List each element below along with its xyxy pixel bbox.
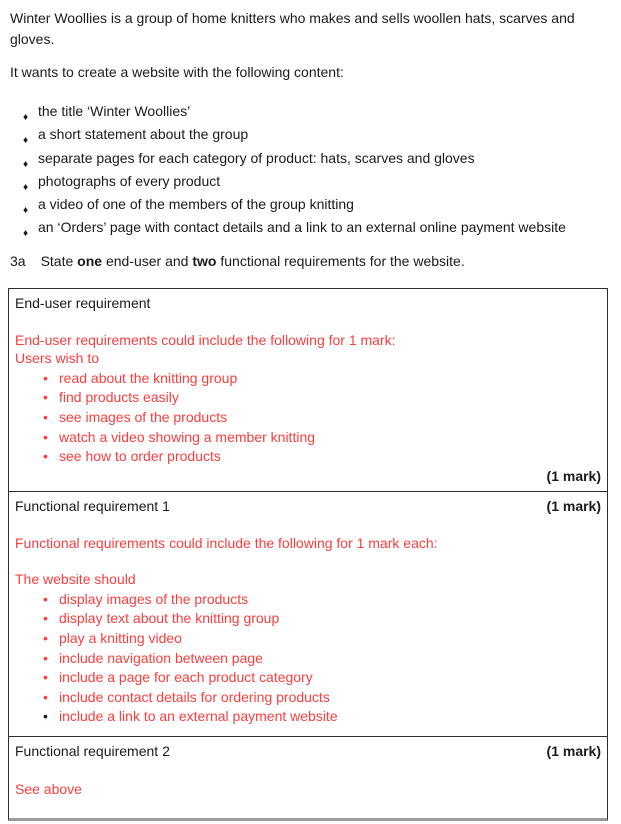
end-user-requirement-row — [9, 289, 607, 492]
row-header-label: Functional requirement 1 — [15, 497, 170, 514]
intro-paragraph — [10, 8, 611, 50]
mark-scheme-text: Users wish to — [15, 349, 100, 366]
mark-scheme-list — [15, 590, 601, 727]
mark-scheme-text: The website should — [15, 570, 136, 587]
mark-label: (1 mark) — [546, 742, 601, 759]
mark-scheme-bullet: • find products easily — [15, 388, 601, 408]
list-item: ♦ a short statement about the group — [10, 123, 611, 146]
mark-scheme-bullet: • read about the knitting group — [15, 369, 601, 389]
row-header-label: Functional requirement 2 — [15, 742, 170, 759]
question-text-part: State — [40, 252, 78, 269]
mark-scheme-bullet: • include contact details for ordering products — [15, 688, 601, 708]
intro-line-2: gloves. — [10, 31, 55, 47]
list-item: ♦ the title ‘Winter Woollies’ — [10, 100, 611, 123]
mark-scheme-text: End-user requirements could include the following for 1 mark: — [15, 331, 396, 348]
functional-requirement-1-row — [9, 492, 607, 737]
website-content-list — [10, 100, 611, 240]
mark-label: (1 mark) — [546, 497, 601, 514]
list-item: ♦ separate pages for each category of product: hats, scarves and gloves — [10, 147, 611, 170]
mark-scheme-text: Functional requirements could include the following for 1 mark each: — [15, 534, 438, 551]
mark-scheme-bullet: • include a page for each product category — [15, 668, 601, 688]
functional-requirement-2-row — [9, 737, 607, 818]
question-text-part: end-user and — [102, 252, 193, 269]
question-3a — [10, 252, 611, 270]
mark-scheme-bullet: • see images of the products — [15, 408, 601, 428]
mark-scheme-list — [15, 369, 601, 467]
mark-scheme-bullet: • include a link to an external payment website — [15, 707, 601, 727]
row-header — [15, 497, 601, 515]
mark-scheme-text: See above — [15, 780, 82, 797]
question-bold-word: one — [77, 252, 103, 269]
list-item: ♦ photographs of every product — [10, 170, 611, 193]
question-bold-word: two — [192, 252, 217, 269]
list-item: ♦ a video of one of the members of the group knitting — [10, 193, 611, 216]
question-number: 3a — [10, 252, 26, 269]
list-item: ♦ an ‘Orders’ page with contact details and a link to an external online payment website — [10, 216, 611, 239]
intro-paragraph-2: It wants to create a website with the following content: — [10, 64, 344, 80]
row-header — [15, 742, 601, 760]
row-header-label: End-user requirement — [15, 294, 151, 311]
mark-scheme-bullet: • display text about the knitting group — [15, 609, 601, 629]
mark-scheme-bullet: • see how to order products — [15, 447, 601, 467]
intro-line-1: Winter Woollies is a group of home knitters who makes and sells woollen hats, scarves and — [10, 10, 575, 26]
mark-label: (1 mark) — [546, 467, 601, 484]
mark-scheme-bullet: • play a knitting video — [15, 629, 601, 649]
mark-scheme-bullet: • display images of the products — [15, 590, 601, 610]
row-header — [15, 294, 601, 312]
answer-table — [8, 288, 608, 821]
mark-scheme-bullet: • include navigation between page — [15, 649, 601, 669]
question-text-part: functional requirements for the website. — [216, 252, 465, 269]
mark-scheme-bullet: • watch a video showing a member knitting — [15, 428, 601, 448]
